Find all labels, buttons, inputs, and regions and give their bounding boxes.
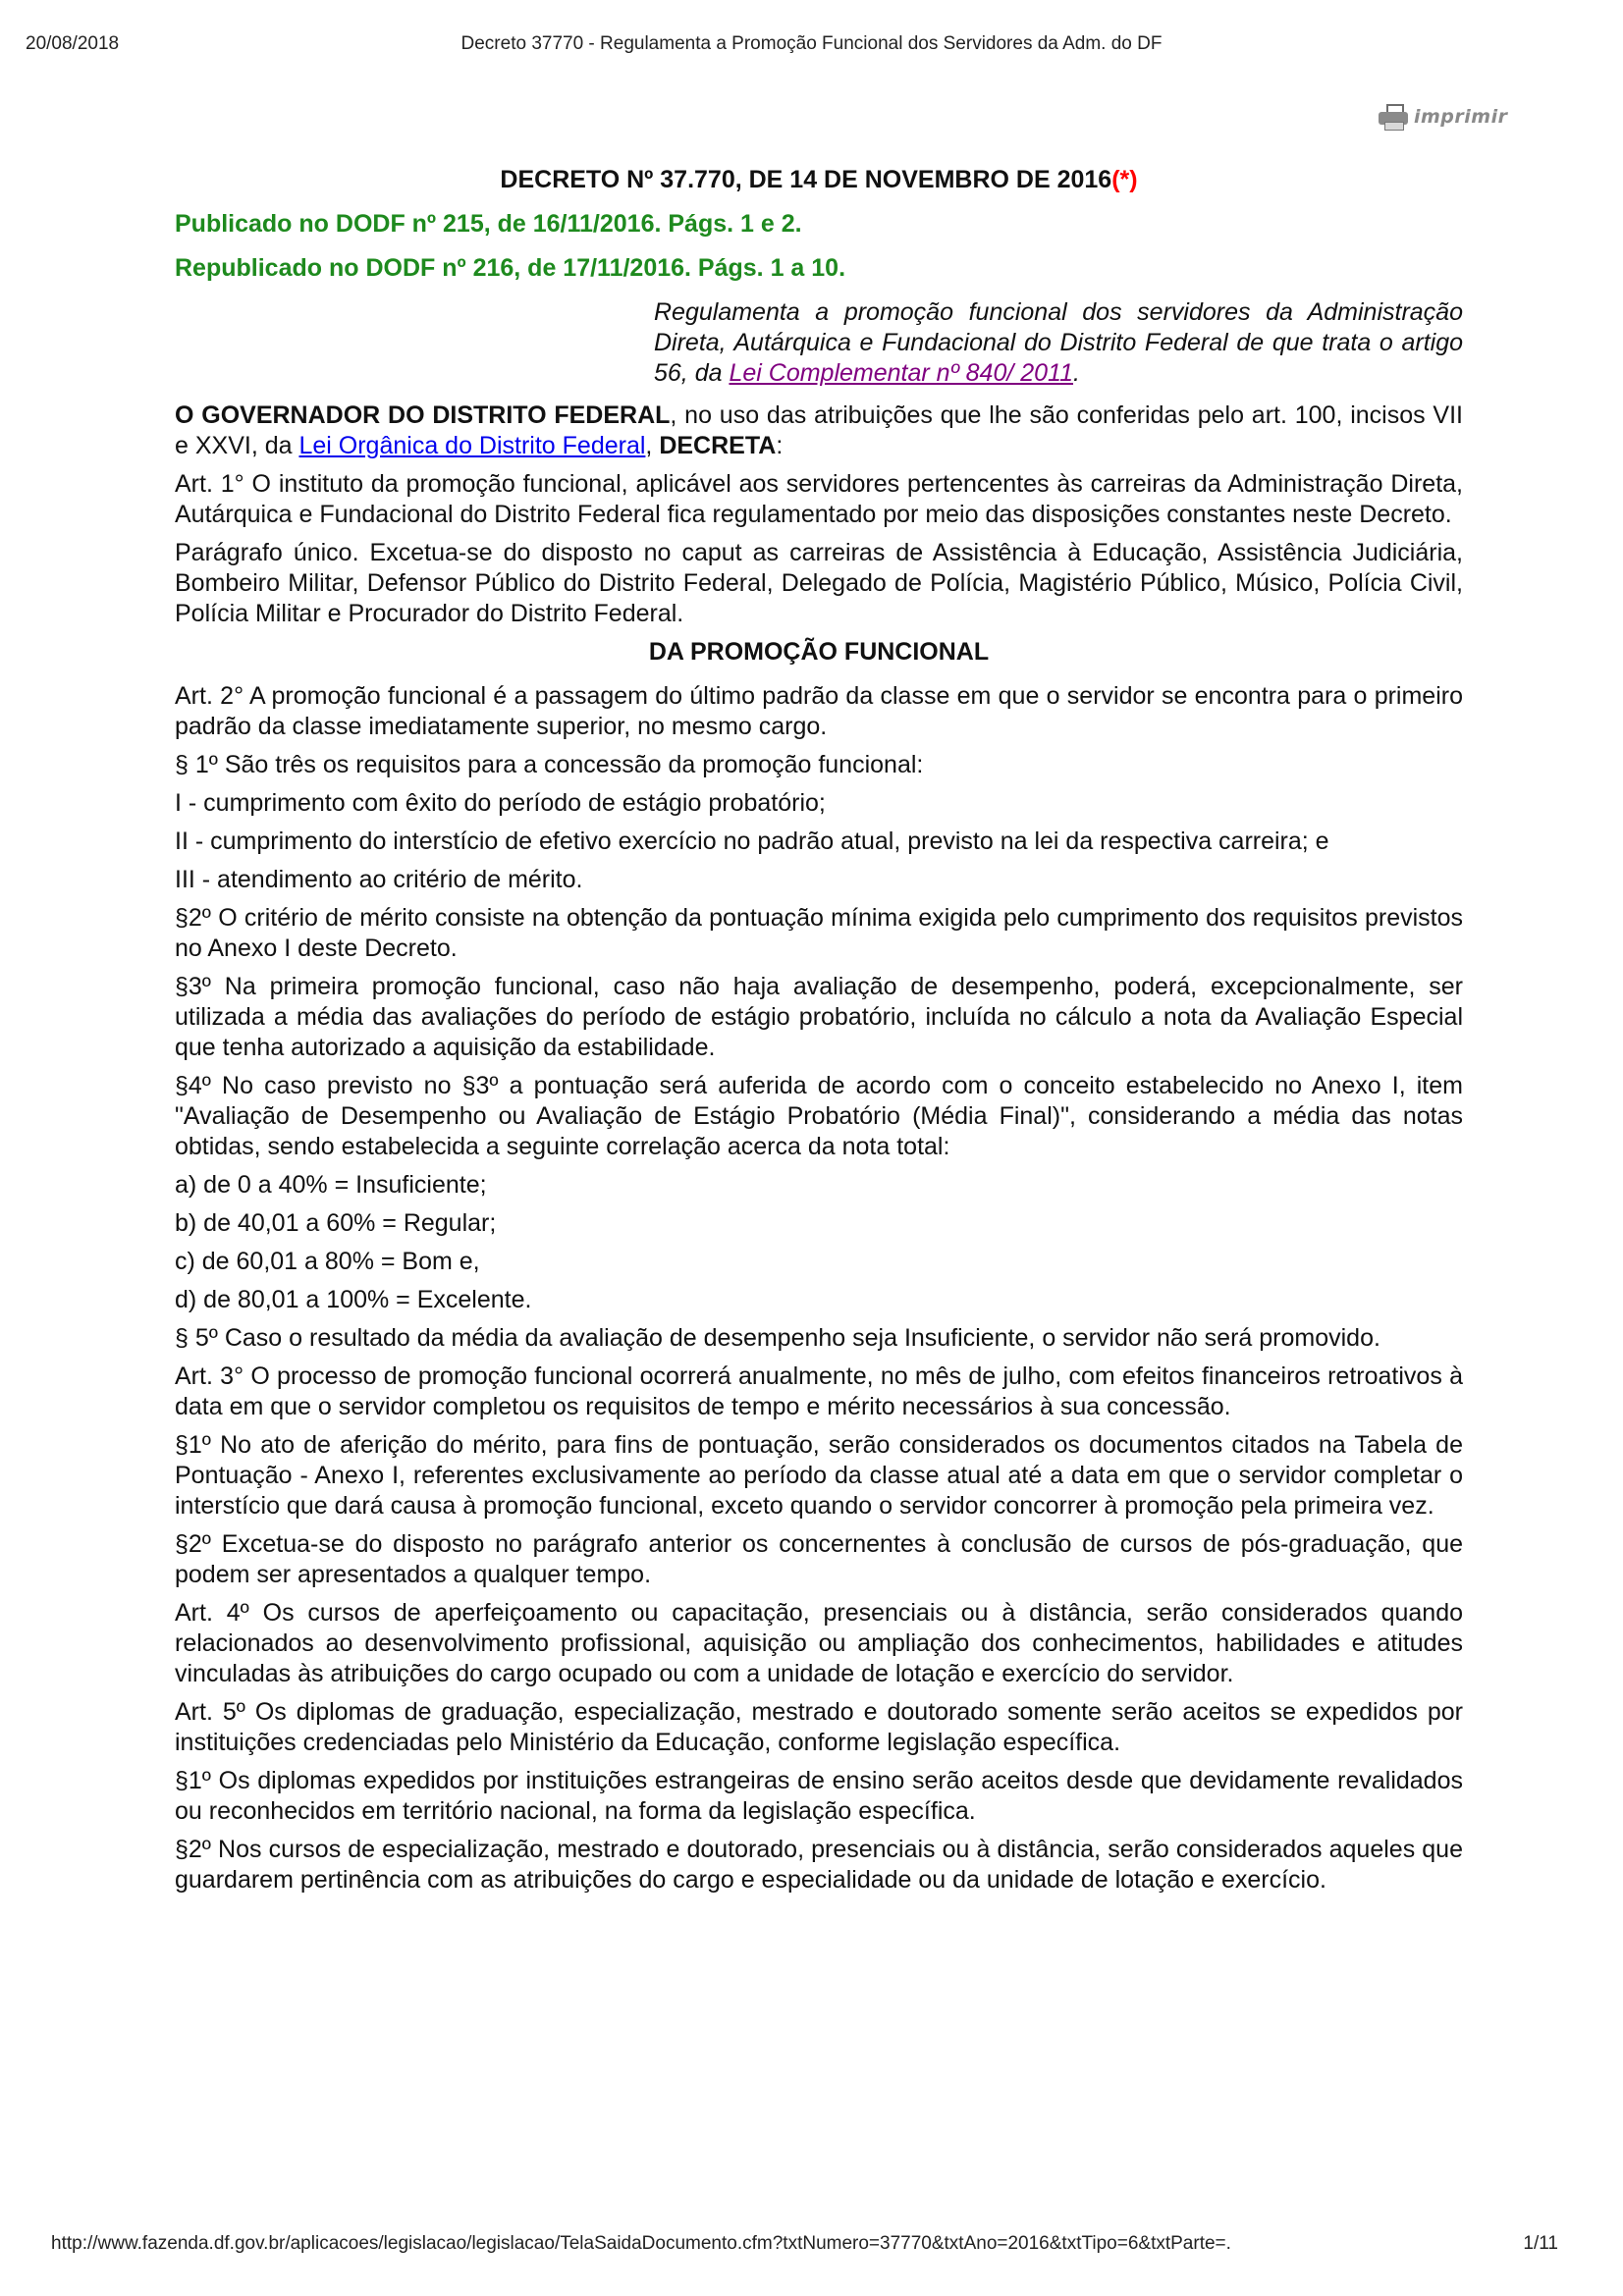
publication-note: Publicado no DODF nº 215, de 16/11/2016. Págs. 1 e 2. [175, 210, 802, 238]
decree-summary [654, 297, 1463, 389]
print-url: http://www.fazenda.df.gov.br/aplicacoes/legislacao/legislacao/TelaSaidaDocumento.cfm?txtNumero=37770&txtAno=2016&txtTipo=6&txtParte=. [51, 2233, 1231, 2254]
print-button-label: imprimir [1414, 106, 1508, 128]
paragraph: Art. 5º Os diplomas de graduação, especialização, mestrado e doutorado somente serão aceitos se expedidos por instituições credenciadas pelo Ministério da Educação, conforme legislação específica. [175, 1698, 1463, 1756]
lei-organica-link[interactable]: Lei Orgânica do Distrito Federal [298, 432, 646, 459]
paragraph: Art. 4º Os cursos de aperfeiçoamento ou capacitação, presenciais ou à distância, serão considerados quando relacionados ao desenvolvimento profissional, aquisição ou ampliação dos conhecimentos, habilidades e atitudes vinculadas às atribuições do cargo ocupado ou com a unidade de lotação e exercício do servidor. [175, 1599, 1463, 1687]
printer-icon [1379, 104, 1408, 130]
summary-end: . [1073, 359, 1080, 387]
section-title: DA PROMOÇÃO FUNCIONAL [648, 638, 990, 666]
preamble-decreta: DECRETA [659, 432, 777, 459]
paragraph: § 5º Caso o resultado da média da avaliação de desempenho seja Insuficiente, o servidor não será promovido. [175, 1324, 1380, 1352]
paragraph: Art. 3° O processo de promoção funcional ocorrerá anualmente, no mês de julho, com efeitos financeiros retroativos à data em que o servidor completou os requisitos de tempo e mérito necessários à sua concessão. [175, 1362, 1463, 1420]
articles-promocao [175, 681, 1463, 1896]
paragraph: §2º Nos cursos de especialização, mestrado e doutorado, presenciais ou à distância, serão considerados aqueles que guardarem pertinência com as atribuições do cargo e especialidade ou da unidade de lotação e exercício. [175, 1836, 1463, 1894]
paragraph: Art. 2° A promoção funcional é a passagem do último padrão da classe em que o servidor se encontra para o primeiro padrão da classe imediatamente superior, no mesmo cargo. [175, 682, 1463, 740]
print-header [0, 33, 1623, 63]
paragraph: Parágrafo único. Excetua-se do disposto no caput as carreiras de Assistência à Educação, Assistência Judiciária, Bombeiro Militar, Defensor Público do Distrito Federal, Delegado de Polícia, Magistério Público, Músico, Polícia Civil, Polícia Militar e Procurador do Distrito Federal. [175, 539, 1463, 627]
paragraph: I - cumprimento com êxito do período de estágio probatório; [175, 789, 826, 817]
preamble-lead: O GOVERNADOR DO DISTRITO FEDERAL [175, 401, 671, 429]
paragraph: II - cumprimento do interstício de efetivo exercício no padrão atual, previsto na lei da respectiva carreira; e [175, 828, 1329, 855]
paragraph: §2º O critério de mérito consiste na obtenção da pontuação mínima exigida pelo cumprimento dos requisitos previstos no Anexo I deste Decreto. [175, 904, 1463, 962]
decree-heading [175, 165, 1463, 195]
paragraph: §3º Na primeira promoção funcional, caso não haja avaliação de desempenho, poderá, excepcionalmente, ser utilizada a média das avaliações do período de estágio probatório, incluída no cálculo a nota da Avaliação Especial que tenha autorizado a aquisição da estabilidade. [175, 973, 1463, 1061]
footnote-marker: (*) [1111, 166, 1138, 193]
paragraph: §1º No ato de aferição do mérito, para fins de pontuação, serão considerados os documentos citados na Tabela de Pontuação - Anexo I, referentes exclusivamente ao período da classe atual até a data em que o servidor completar o interstício que dará causa à promoção funcional, exceto quando o servidor concorrer à promoção pela primeira vez. [175, 1431, 1463, 1520]
articles-intro [175, 469, 1463, 629]
paragraph: a) de 0 a 40% = Insuficiente; [175, 1171, 487, 1199]
paragraph: §1º Os diplomas expedidos por instituições estrangeiras de ensino serão aceitos desde que devidamente revalidados ou reconhecidos em território nacional, na forma da legislação específica. [175, 1767, 1463, 1825]
summary-text: Regulamenta a promoção funcional dos servidores da Administração Direta, Autárquica e Fundacional do Distrito Federal de que trata o artigo 56, da [654, 298, 1463, 387]
print-footer [0, 2233, 1623, 2263]
republication-note: Republicado no DODF nº 216, de 17/11/2016. Págs. 1 a 10. [175, 254, 846, 282]
preamble-sep: , [645, 432, 660, 459]
paragraph: §2º Excetua-se do disposto no parágrafo anterior os concernentes à conclusão de cursos de pós-graduação, que podem ser apresentados a qualquer tempo. [175, 1530, 1463, 1588]
paragraph: b) de 40,01 a 60% = Regular; [175, 1209, 497, 1237]
paragraph: c) de 60,01 a 80% = Bom e, [175, 1248, 480, 1275]
paragraph: § 1º São três os requisitos para a concessão da promoção funcional: [175, 751, 924, 778]
paragraph: Art. 1° O instituto da promoção funcional, aplicável aos servidores pertencentes às carreiras da Administração Direta, Autárquica e Fundacional do Distrito Federal fica regulamentado por meio das disposições constantes neste Decreto. [175, 470, 1463, 528]
print-button[interactable] [1379, 104, 1507, 130]
document-body [175, 165, 1463, 1903]
paragraph: §4º No caso previsto no §3º a pontuação será auferida de acordo com o conceito estabelecido no Anexo I, item "Avaliação de Desempenho ou Avaliação de Estágio Probatório (Média Final)", considerando a média das notas obtidas, sendo estabelecida a seguinte correlação acerca da nota total: [175, 1072, 1463, 1160]
preamble-end: : [776, 432, 784, 459]
decree-title: DECRETO Nº 37.770, DE 14 DE NOVEMBRO DE 2016 [500, 166, 1112, 193]
paragraph: III - atendimento ao critério de mérito. [175, 866, 583, 893]
print-date: 20/08/2018 [26, 33, 120, 54]
paragraph: d) de 80,01 a 100% = Excelente. [175, 1286, 532, 1313]
lei-complementar-link[interactable]: Lei Complementar nº 840/ 2011 [729, 359, 1074, 387]
page-number: 1/11 [1523, 2233, 1558, 2254]
preamble-text: , no uso das atribuições que lhe são conferidas pelo art. 100, incisos VII e XXVI, da [175, 401, 1463, 459]
print-page-title: Decreto 37770 - Regulamenta a Promoção Funcional dos Servidores da Adm. do DF [460, 33, 1163, 54]
preamble [175, 400, 1463, 461]
